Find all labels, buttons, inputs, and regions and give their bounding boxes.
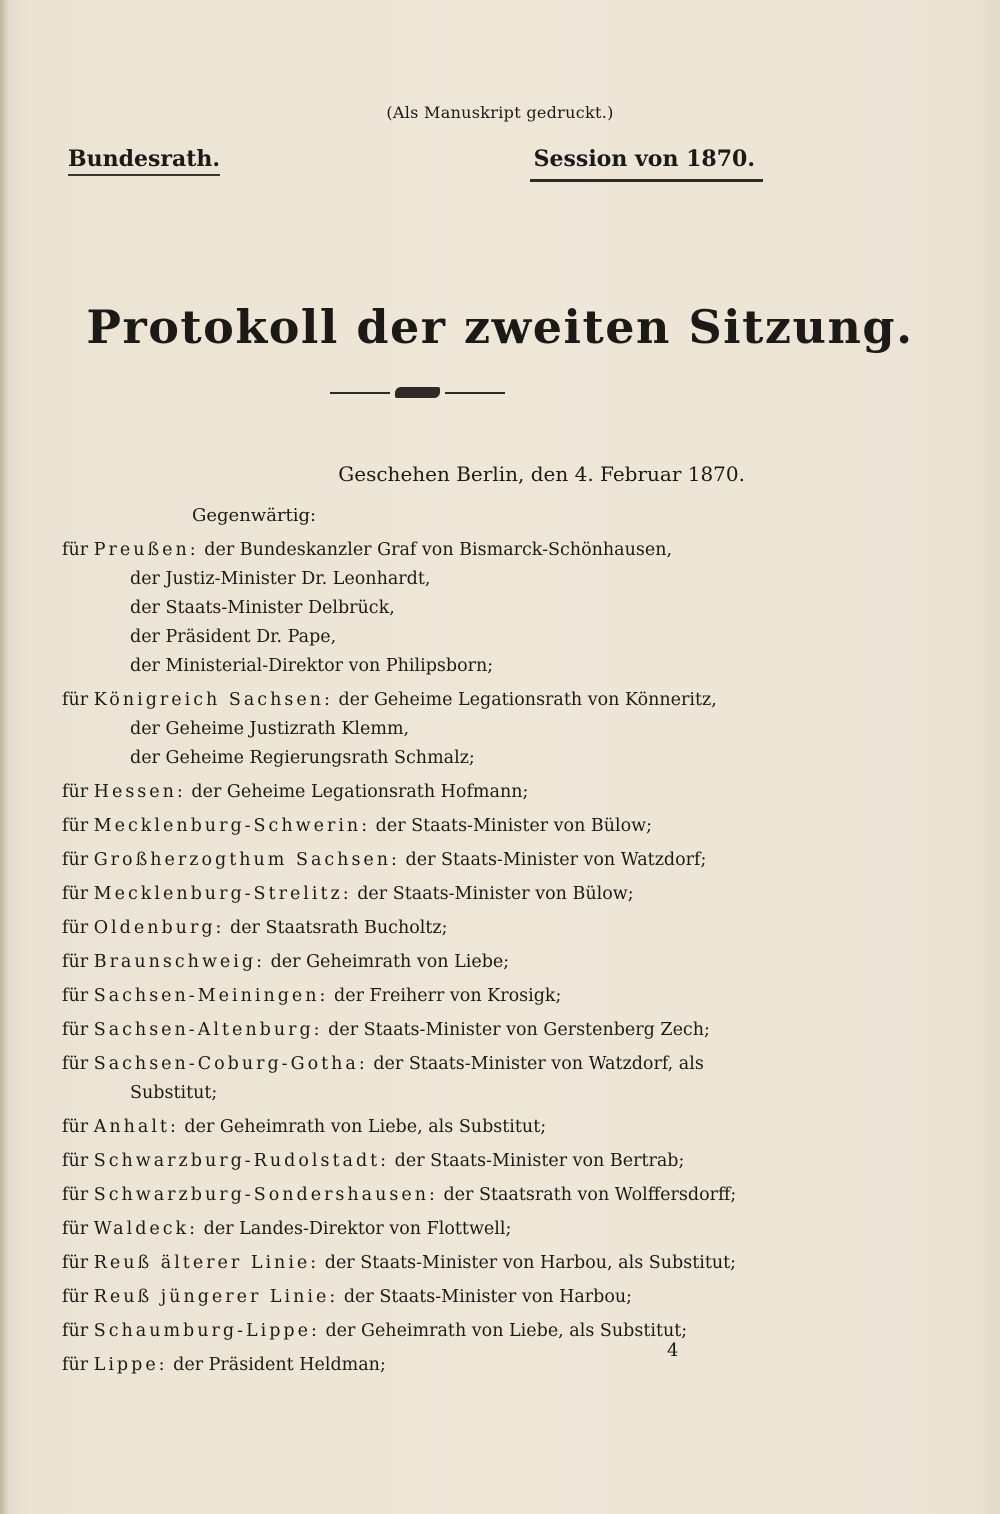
entry-state: Großherzogthum Sachsen:: [93, 850, 400, 870]
entry-state: Anhalt:: [93, 1117, 179, 1137]
entry-prefix: für: [62, 918, 89, 938]
entry-first-line: [62, 1147, 782, 1176]
entry-line: der Staats-Minister von Gerstenberg Zech;: [328, 1020, 710, 1040]
entry-prefix: für: [62, 1117, 89, 1137]
header-right-underline: [530, 179, 763, 182]
title-ornament: [330, 386, 505, 400]
dateline: Geschehen Berlin, den 4. Februar 1870.: [338, 462, 745, 486]
entry-first-line: [62, 1113, 782, 1142]
entry-line: der Staats-Minister von Bülow;: [357, 884, 634, 904]
header-right: [534, 146, 755, 172]
entry-prefix: für: [62, 690, 89, 710]
entry-state: Hessen:: [93, 782, 186, 802]
present-label: Gegenwärtig:: [192, 505, 317, 526]
entry-line: der Präsident Heldman;: [173, 1355, 386, 1375]
entry-prefix: für: [62, 850, 89, 870]
attendee-list: [62, 536, 782, 1385]
entry-line: der Geheime Justizrath Klemm,: [130, 719, 410, 739]
entry-first-line: [62, 914, 782, 943]
entry-prefix: für: [62, 782, 89, 802]
entry-line: der Landes-Direktor von Flottwell;: [203, 1219, 512, 1239]
entry-state: Oldenburg:: [93, 918, 225, 938]
entry-first-line: [62, 1050, 782, 1079]
entry-line: der Staats-Minister von Watzdorf;: [405, 850, 707, 870]
entry-line: der Staats-Minister von Harbou, als Substitut;: [324, 1253, 737, 1273]
entry-line: der Geheimrath von Liebe;: [270, 952, 510, 972]
attendee-entry: [62, 1215, 782, 1244]
attendee-entry: [62, 778, 782, 807]
page-left-edge: [0, 0, 8, 1514]
entry-line: der Ministerial-Direktor von Philipsborn;: [130, 656, 494, 676]
entry-line: der Staatsrath von Wolffersdorff;: [443, 1185, 737, 1205]
ornament-center: [395, 387, 440, 398]
entry-first-line: [62, 536, 782, 565]
attendee-entry: [62, 1147, 782, 1176]
entry-prefix: für: [62, 884, 89, 904]
entry-state: Preußen:: [93, 540, 199, 560]
attendee-entry: [62, 686, 782, 773]
entry-first-line: [62, 1181, 782, 1210]
entry-first-line: [62, 686, 782, 715]
entry-line: der Staats-Minister von Harbou;: [343, 1287, 633, 1307]
entry-prefix: für: [62, 1151, 89, 1171]
entry-prefix: für: [62, 1287, 89, 1307]
attendee-entry: [62, 1283, 782, 1312]
ornament-line-right: [445, 392, 505, 394]
entry-line: der Geheimrath von Liebe, als Substitut;: [184, 1117, 547, 1137]
entry-first-line: [62, 1215, 782, 1244]
entry-line: der Bundeskanzler Graf von Bismarck-Schönhausen,: [204, 540, 673, 560]
entry-state: Sachsen-Coburg-Gotha:: [93, 1054, 368, 1074]
entry-line: der Staats-Minister Delbrück,: [130, 598, 395, 618]
entry-line: der Geheimrath von Liebe, als Substitut;: [325, 1321, 688, 1341]
entry-state: Reuß älterer Linie:: [93, 1253, 320, 1273]
attendee-entry: [62, 982, 782, 1011]
print-note: (Als Manuskript gedruckt.): [386, 103, 614, 122]
entry-prefix: für: [62, 952, 89, 972]
entry-first-line: [62, 948, 782, 977]
entry-line: der Staats-Minister von Watzdorf, als: [373, 1054, 704, 1074]
entry-state: Mecklenburg-Schwerin:: [93, 816, 371, 836]
attendee-entry: [62, 1249, 782, 1278]
entry-first-line: [62, 812, 782, 841]
attendee-entry: [62, 812, 782, 841]
entry-first-line: [62, 778, 782, 807]
attendee-entry: [62, 536, 782, 681]
entry-line: der Freiherr von Krosigk;: [334, 986, 562, 1006]
entry-line: der Justiz-Minister Dr. Leonhardt,: [130, 569, 431, 589]
entry-first-line: [62, 846, 782, 875]
entry-state: Schaumburg-Lippe:: [93, 1321, 320, 1341]
attendee-entry: [62, 880, 782, 909]
entry-prefix: für: [62, 1219, 89, 1239]
entry-state: Sachsen-Altenburg:: [93, 1020, 323, 1040]
entry-state: Braunschweig:: [93, 952, 265, 972]
entry-first-line: [62, 880, 782, 909]
entry-prefix: für: [62, 1185, 89, 1205]
attendee-entry: [62, 1016, 782, 1045]
entry-line: der Staatsrath Bucholtz;: [230, 918, 448, 938]
ornament-line-left: [330, 392, 390, 394]
entry-state: Mecklenburg-Strelitz:: [93, 884, 352, 904]
entry-state: Schwarzburg-Rudolstadt:: [93, 1151, 390, 1171]
entry-prefix: für: [62, 540, 89, 560]
entry-state: Sachsen-Meiningen:: [93, 986, 329, 1006]
attendee-entry: [62, 846, 782, 875]
entry-line: der Staats-Minister von Bertrab;: [394, 1151, 685, 1171]
attendee-entry: [62, 948, 782, 977]
entry-line: der Geheime Regierungsrath Schmalz;: [130, 748, 475, 768]
entry-state: Waldeck:: [93, 1219, 199, 1239]
entry-prefix: für: [62, 1321, 89, 1341]
entry-prefix: für: [62, 1020, 89, 1040]
entry-prefix: für: [62, 1253, 89, 1273]
entry-state: Königreich Sachsen:: [93, 690, 333, 710]
page-title: Protokoll der zweiten Sitzung.: [86, 300, 914, 354]
entry-first-line: [62, 982, 782, 1011]
attendee-entry: [62, 1181, 782, 1210]
entry-first-line: [62, 1249, 782, 1278]
entry-line: der Geheime Legationsrath von Könneritz,: [338, 690, 717, 710]
header-left: Bundesrath.: [68, 146, 220, 176]
entry-line: der Staats-Minister von Bülow;: [375, 816, 653, 836]
entry-line: der Präsident Dr. Pape,: [130, 627, 337, 647]
page-number: 4: [667, 1340, 679, 1361]
entry-state: Schwarzburg-Sondershausen:: [93, 1185, 438, 1205]
attendee-entry: [62, 914, 782, 943]
entry-state: Lippe:: [93, 1355, 168, 1375]
attendee-entry: [62, 1050, 782, 1108]
entry-line: Substitut;: [130, 1083, 218, 1103]
entry-prefix: für: [62, 1054, 89, 1074]
header-right-text: Session von 1870.: [533, 146, 755, 172]
entry-first-line: [62, 1283, 782, 1312]
entry-first-line: [62, 1016, 782, 1045]
entry-state: Reuß jüngerer Linie:: [93, 1287, 339, 1307]
entry-prefix: für: [62, 986, 89, 1006]
entry-prefix: für: [62, 1355, 89, 1375]
entry-line: der Geheime Legationsrath Hofmann;: [191, 782, 529, 802]
attendee-entry: [62, 1113, 782, 1142]
entry-prefix: für: [62, 816, 89, 836]
